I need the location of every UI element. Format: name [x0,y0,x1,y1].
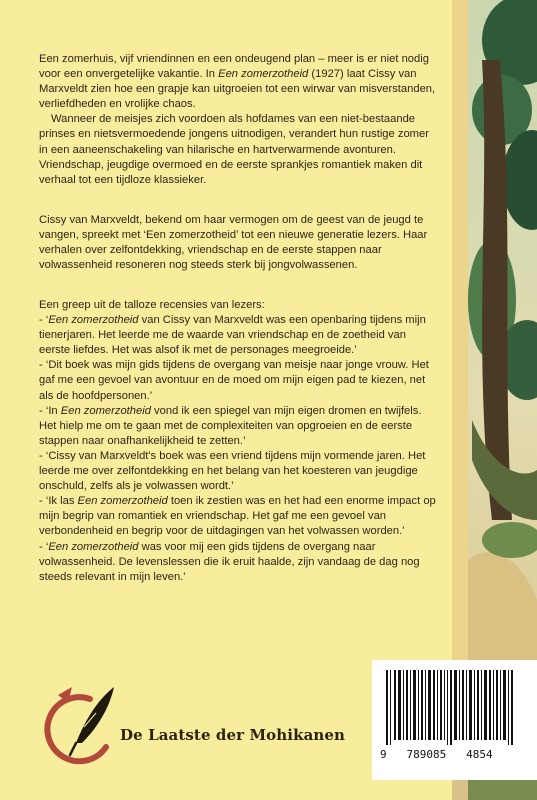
blurb-text: Een zomerhuis, vijf vriendinnen en een ondeugend plan – meer is er niet nodig voor een onvergetelijke vakantie. In [39,53,429,81]
book-title-italic: Een zomerzotheid [77,495,168,508]
review-quote-open: - ‘Ik las [39,495,78,508]
publisher-name: De Laatste der Mohikanen [120,726,346,744]
book-title-italic: Een zomerzotheid [48,540,139,553]
book-title-italic: Een zomerzotheid [48,314,139,327]
review-text: van Cissy van Marxveldt was een openbaring tijdens mijn tienerjaren. Het leerde me de waarde van vriendschap en de zoetheid van eerste liefdes. Het was alsof ik met de personages meegroeide.’ [39,314,426,357]
review-quote-open: - ‘ [39,540,49,553]
quill-arrow-circle-icon [47,687,114,761]
review-text: was voor mij een gids tijdens de overgang naar volwassenheid. De levenslessen die ik eruit haalde, zijn vandaag de dag nog steeds relevant in mijn leven.' [39,540,420,583]
blurb-paragraph-1 [39,52,439,112]
book-blurb [39,52,439,188]
review-item: - ‘Dit boek was mijn gids tijdens de overgang van meisje naar jonge vrouw. Het gaf me een gevoel van avontuur en de moed om mijn eigen pad te kiezen, net als de hoofdpersonen.’ [39,359,429,402]
reviews-intro: Een greep uit de talloze recensies van lezers: [39,299,265,311]
author-paragraph: Cissy van Marxveldt, bekend om haar vermogen om de geest van de jeugd te vangen, spreekt met ‘Een zomerzotheid’ tot een nieuwe generatie lezers. Haar verhalen over zelfontdekking, vriendschap en de eerste stappen naar volwassenheid resoneren nog steeds sterk bij jongvolwassenen. [39,214,428,272]
isbn-digits: 9 789085 4854 [380,748,493,761]
blurb-text: (1927) laat Cissy van Marxveldt zien hoe een grapje kan uitgroeien tot een wirwar van misverstanden, verliefdheden en vrolijke chaos. [39,68,436,111]
review-quote-open: - ‘In [39,404,61,417]
book-title-italic: Een zomerzotheid [60,404,151,417]
isbn-barcode [372,660,537,780]
book-title-italic: Een zomerzotheid [218,68,309,81]
blurb-paragraph-2: Wanneer de meisjes zich voordoen als hofdames van een niet-bestaande prinses en nietsvermoedende jongens uitnodigen, verandert hun rustige zomer in een aaneenschakeling van hilarische en hartverwarmende avonturen. Vriendschap, jeugdige overmoed en de eerste sprankjes romantiek maken dit verhaal tot een tijdloze klassieker. [39,113,429,186]
review-text: vond ik een spiegel van mijn eigen dromen en twijfels. Het hielp me om te gaan met de complexiteiten van opgroeien en de eerste stappen naar onafhankelijkheid te zetten.’ [39,404,422,447]
review-item [39,540,439,585]
review-item [39,404,439,449]
review-quote-open: - ‘ [39,314,49,327]
review-item [39,313,439,358]
review-item: - ‘Cissy van Marxveldt's boek was een vriend tijdens mijn vormende jaren. Het leerde me over zelfontdekking en het belang van het koesteren van jeugdige onschuld, zelfs als je volwassen wordt.’ [39,449,426,493]
review-text: toen ik zestien was en het had een enorme impact op mijn begrip van romantiek en vriendschap. Het gaf me een gevoel van verbondenheid en begrip voor de uitdagingen van het volwassen worden.' [39,495,436,538]
barcode-bars [372,660,537,745]
reader-reviews [39,298,439,585]
review-item [39,494,439,539]
